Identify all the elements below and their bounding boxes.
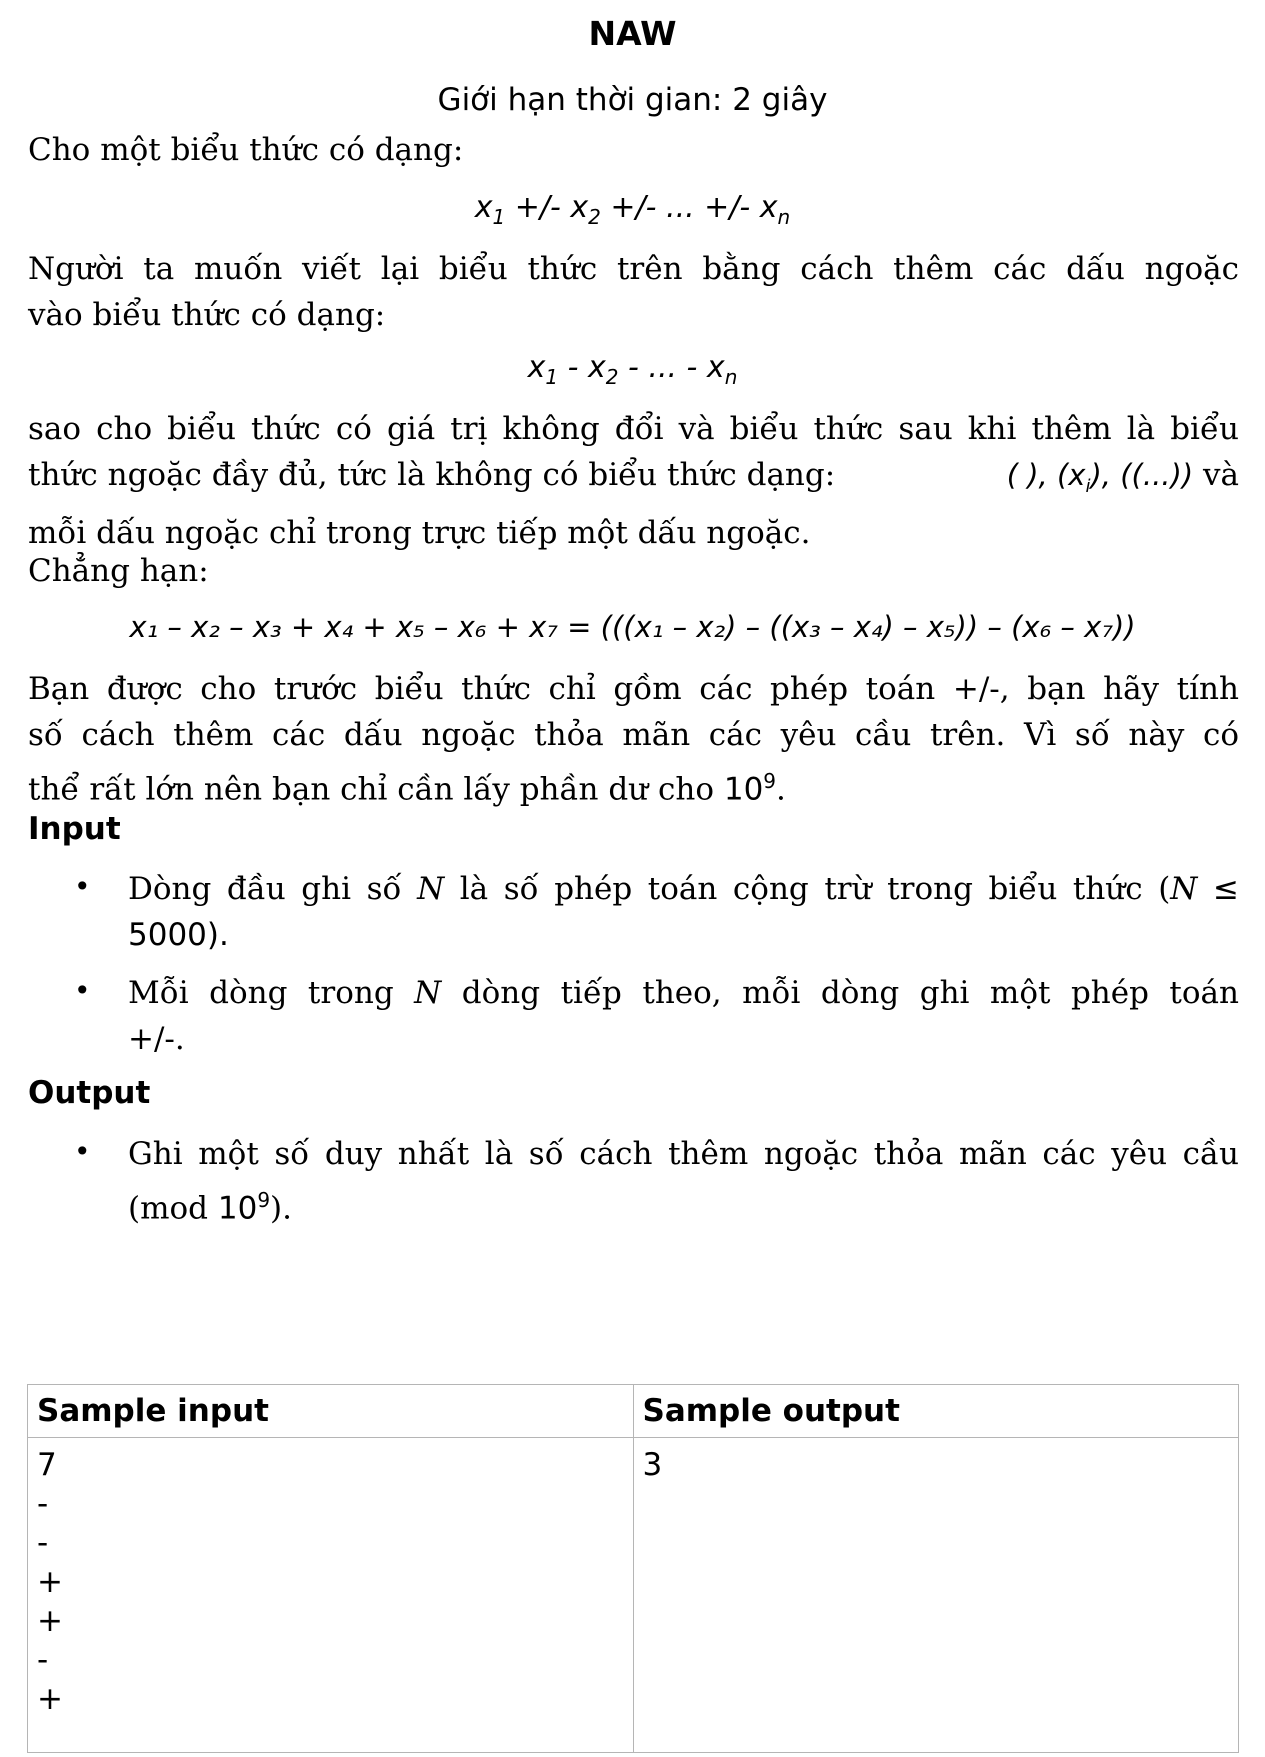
formula-general: $x_1$ +/- $x_2$ +/- ... +/- $x_n$ <box>474 190 791 229</box>
sample-input-line: - <box>37 1525 49 1561</box>
sample-table <box>27 1384 1239 1753</box>
input-item-operations: Mỗi dòng trong N dòng tiếp theo, mỗi dòng ghi một phép toán +/-. <box>128 975 1239 1057</box>
bullet-icon: • <box>74 974 91 1007</box>
bullet-icon: • <box>74 870 91 903</box>
paragraph-conditions: sao cho biểu thức có giá trị không đổi và biểu thức sau khi thêm là biểu thức ngoặc đầy đủ, tức là không có biểu thức dạng: ( ), $(x_i)$, ((...)) và mỗi dấu ngoặc chỉ trong trực tiếp một dấu ngoặc. <box>28 411 1239 551</box>
example-formula: x₁ – x₂ – x₃ + x₄ + x₅ – x₆ + x₇ = (((x₁ – x₂) – ((x₃ – x₄) – x₅)) – (x₆ – x₇)) <box>129 610 1136 644</box>
input-heading: Input <box>28 811 121 847</box>
bullet-icon: • <box>74 1135 91 1168</box>
sample-input-line: + <box>37 1564 63 1600</box>
sample-output-value: 3 <box>642 1447 663 1483</box>
time-limit: Giới hạn thời gian: 2 giây <box>437 82 828 118</box>
sample-input-line: - <box>37 1486 49 1522</box>
input-item-first-line: Dòng đầu ghi số N là số phép toán cộng trừ trong biểu thức (N ≤ 5000). <box>128 871 1239 953</box>
sample-input-header: Sample input <box>28 1385 634 1438</box>
sample-output-cell <box>633 1438 1239 1753</box>
sample-input-line: - <box>37 1642 49 1678</box>
sample-input-line: 7 <box>37 1447 57 1483</box>
sample-input-line: + <box>37 1681 63 1717</box>
sample-input-line: + <box>37 1603 63 1639</box>
example-label: Chẳng hạn: <box>28 553 209 589</box>
paragraph-task: Bạn được cho trước biểu thức chỉ gồm các phép toán +/-, bạn hãy tính số cách thêm các dấu ngoặc thỏa mãn các yêu cầu trên. Vì số này có thể rất lớn nên bạn chỉ cần lấy phần dư cho $10^9$. <box>28 671 1239 808</box>
intro-text: Cho một biểu thức có dạng: <box>28 132 464 168</box>
sample-input-cell <box>28 1438 634 1753</box>
paragraph-rewrite: Người ta muốn viết lại biểu thức trên bằng cách thêm các dấu ngoặc vào biểu thức có dạng: <box>28 251 1239 333</box>
problem-title: NAW <box>588 14 677 53</box>
formula-target: $x_1 - x_2$ - ... - $x_n$ <box>527 350 738 389</box>
output-item: Ghi một số duy nhất là số cách thêm ngoặc thỏa mãn các yêu cầu (mod $10^9$). <box>128 1136 1239 1227</box>
output-heading: Output <box>28 1075 151 1111</box>
sample-output-header: Sample output <box>633 1385 1239 1438</box>
